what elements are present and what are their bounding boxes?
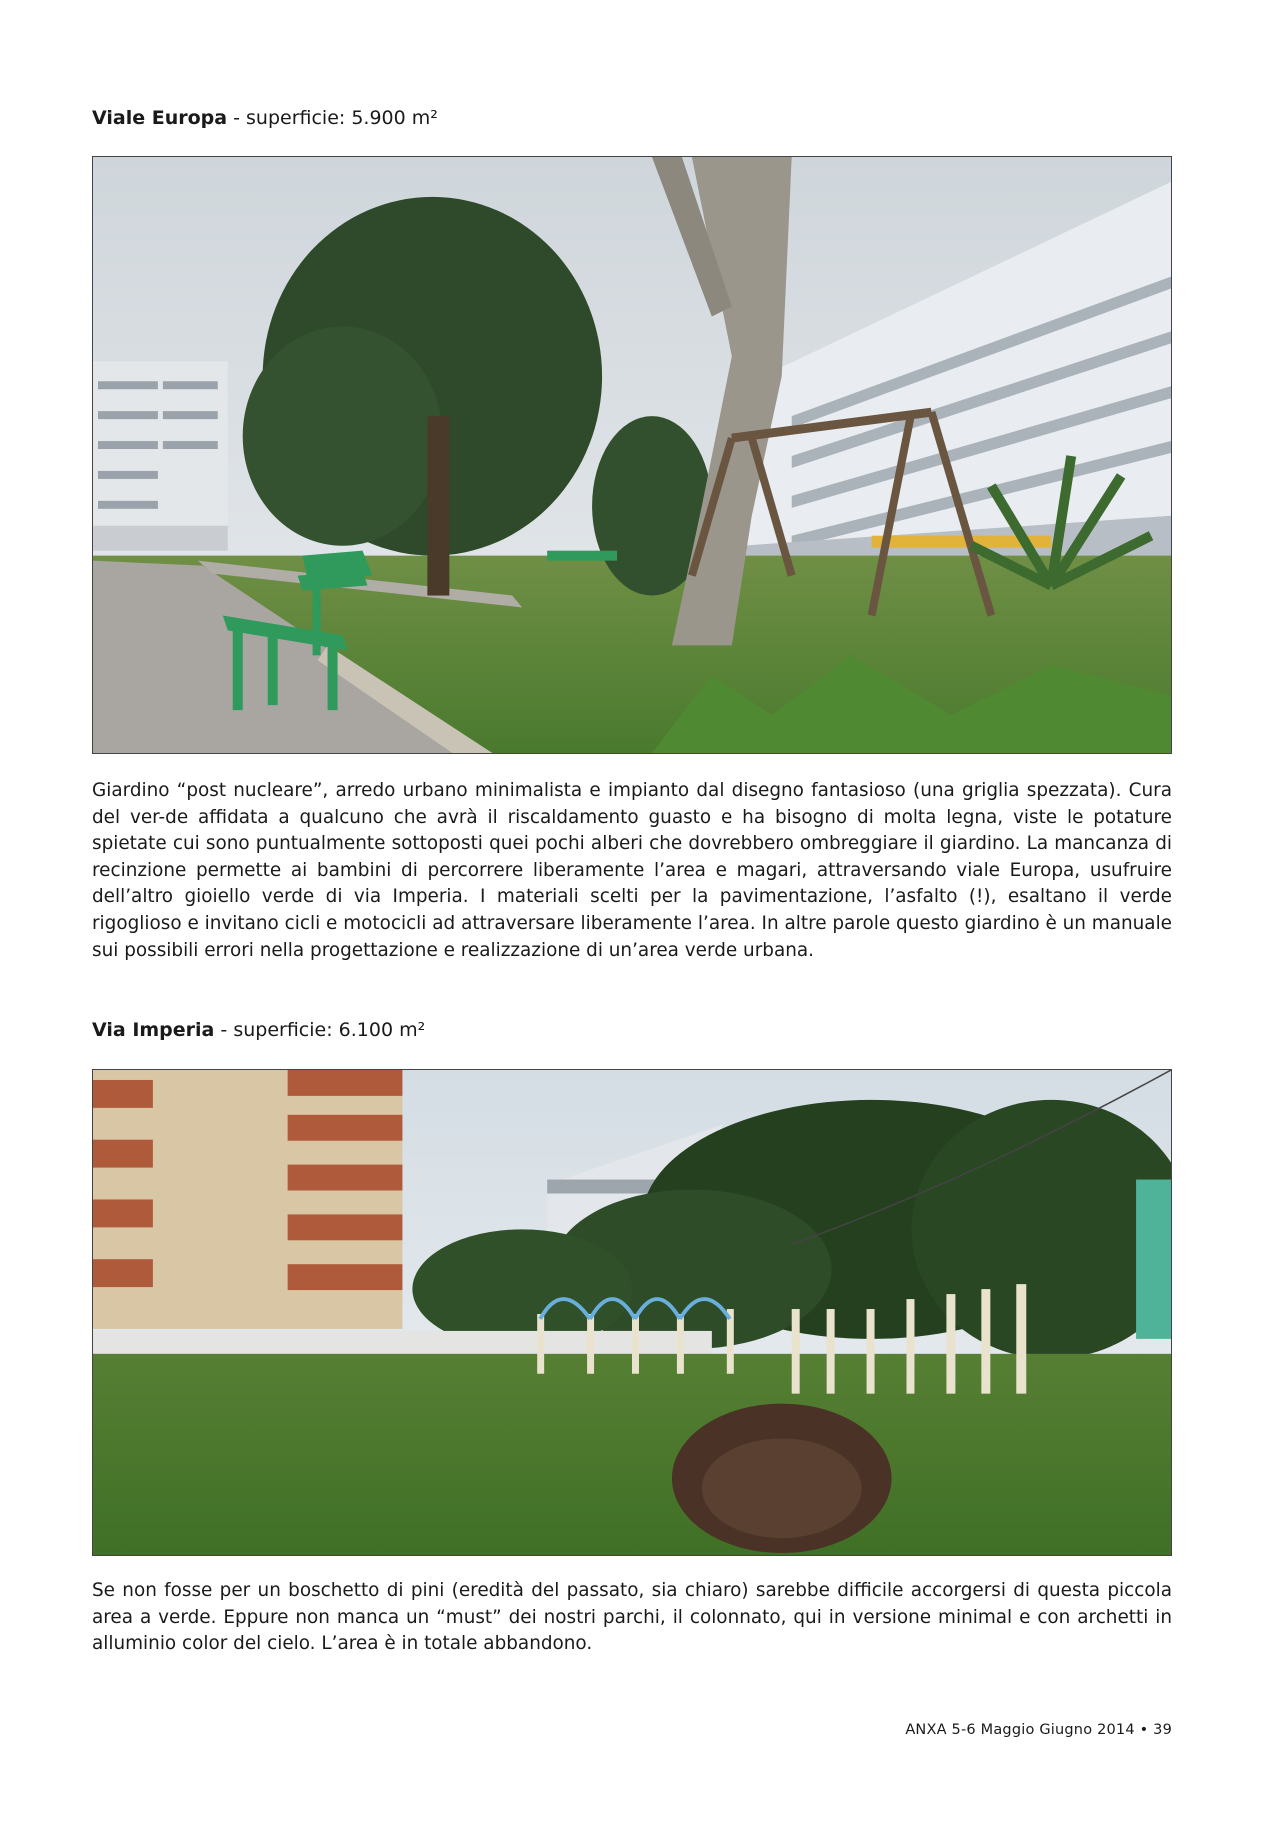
heading-area: superficie: 6.100 m² [233,1019,426,1041]
paragraph-via-imperia: Se non fosse per un boschetto di pini (eredità del passato, sia chiaro) sarebbe difficile accorgersi di questa piccola area a verde. Eppure non manca un “must” dei nostri parchi, il colonnato, qui in versione minimal e con archetti in alluminio color del cielo. L’area è in totale abbandono. [92,1580,1172,1655]
heading-place: Viale Europa [92,107,228,129]
page-footer: ANXA 5-6 Maggio Giugno 2014 • 39 [905,1722,1172,1738]
heading-separator: - [227,107,247,129]
section-heading-via-imperia [92,1018,425,1042]
photo-viale-europa [92,156,1172,754]
photo-via-imperia [92,1069,1172,1556]
section-heading-viale-europa [92,106,438,130]
paragraph-viale-europa: Giardino “post nucleare”, arredo urbano minimalista e impianto dal disegno fantasioso (una griglia spezzata). Cura del ver-de affidata a qualcuno che avrà il riscaldamento guasto e ha bisogno di molta legna, viste le potature spietate cui sono puntualmente sottoposti quei pochi alberi che dovrebbero ombreggiare il giardino. La mancanza di recinzione permette ai bambini di percorrere liberamente l’area e magari, attraversando viale Europa, usufruire dell’altro gioiello verde di via Imperia. I materiali scelti per la pavimentazione, l’asfalto (!), esaltano il verde rigoglioso e invitano cicli e motocicli ad attraversare liberamente l’area. In altre parole questo giardino è un manuale sui possibili errori nella progettazione e realizzazione di un’area verde urbana. [92,780,1172,961]
heading-place: Via Imperia [92,1019,215,1041]
heading-area: superficie: 5.900 m² [246,107,438,129]
heading-separator: - [214,1019,234,1041]
